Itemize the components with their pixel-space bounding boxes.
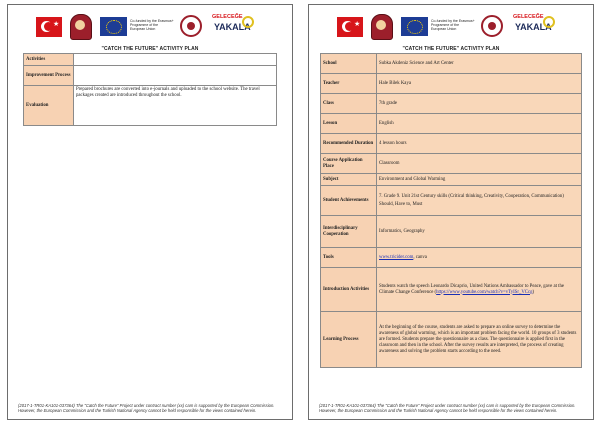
activity-plan-table [23,53,277,126]
intro-value: Students watch the speech Leonardo Dicaprio, United Nations Ambassador to Peace, gave at the Climate Change Conference (https://www.youtube.com/watch?v=vTyISr_VCcg) [377,268,582,312]
table-row [321,216,582,248]
row-label: Evaluation [24,86,74,126]
table-row [321,312,582,368]
agency-seal-icon [180,15,202,37]
place-label: Course Application Place [321,154,377,174]
eu-cofunded-text: Co-funded by the Erasmus+ Programme of the European Union [431,19,475,32]
row-value [74,54,277,66]
class-value: 7th grade [377,94,582,114]
cooperation-value: Informatics, Geography [377,216,582,248]
plan-title: "CATCH THE FUTURE" ACTIVITY PLAN [402,46,500,52]
school-logo-icon [70,14,92,40]
activity-plan-table [320,53,582,368]
school-value: Subka Akdeniz Science and Art Center [377,54,582,74]
footer-disclaimer: (2017-1-TR01-KA101-037364) The "Catch the Future" Project under contract number (xx) cam is supported by the European Commission. However, the European Commission and the Turkish National Agency cannot be held responsible for the views contained herein. [319,402,576,414]
row-value: Prepared brochures are converted into e-journals and uploaded to the school website. The travel packages created are introduced throughout the school. [74,86,277,126]
tools-rest: , canva [413,254,427,260]
row-label: Activities [24,54,74,66]
achievements-value [377,186,582,216]
eu-cofunded-text: Co-funded by the Erasmus+ Programme of the European Union [130,19,174,32]
table-row [321,54,582,74]
project-logo: GELECEĞE YAKALA [513,14,557,40]
achievements-line: Should, Have to, Must [379,201,423,207]
youtube-link[interactable]: https://www.youtube.com/watch?v=vTyISr_VCcg [436,289,533,295]
table-row [321,248,582,268]
table-row [24,86,277,126]
table-row [321,134,582,154]
table-row [24,54,277,66]
table-row [24,66,277,86]
duration-value: 4 lesson hours [377,134,582,154]
intro-text: Students watch the speech Leonardo Dicaprio, United Nations Ambassador to Peace, gave at the Climate Change Conference [379,283,565,295]
eu-flag-icon [401,17,428,36]
turkey-flag-icon: ★ [337,17,363,37]
place-value: Classroom [377,154,582,174]
tricider-link[interactable]: www.tricider.com [379,254,414,260]
turkey-flag-icon: ★ [36,17,62,37]
logo-strip [8,11,292,45]
left-page [7,4,293,420]
learning-value: At the beginning of the course, students are asked to prepare an online survey to determine the awareness of global warming, which is an important problem facing the world. 10 groups of 3 students are formed. Students prepare the questionnaire as a class. The questionnaire is applied first in the classroom and then in the school. After the survey results are interpreted, the process of creating awareness and solving the problem starts according to the need. [377,312,582,368]
teacher-label: Teacher [321,74,377,94]
tools-value [377,248,582,268]
lesson-label: Lesson [321,114,377,134]
eu-flag-icon [100,17,127,36]
right-page [308,4,594,420]
footer-disclaimer: (2017-1-TR01-KA101-037364) The "Catch the Future" Project under contract number (xx) cam is supported by the European Commission. However, the European Commission and the Turkish National Agency cannot be held responsible for the views contained herein. [18,402,275,414]
logo-strip [309,11,593,45]
table-row [321,174,582,186]
row-label: Improvement Process [24,66,74,86]
class-label: Class [321,94,377,114]
school-logo-icon [371,14,393,40]
plan-title: "CATCH THE FUTURE" ACTIVITY PLAN [101,46,199,52]
achievements-label: Student Achievements [321,186,377,216]
table-row [321,114,582,134]
teacher-value: Hale Bilek Kaya [377,74,582,94]
agency-seal-icon [481,15,503,37]
tools-label: Tools [321,248,377,268]
table-row [321,186,582,216]
table-row [321,154,582,174]
table-row [321,94,582,114]
lesson-value: English [377,114,582,134]
intro-label: Introduction Activities [321,268,377,312]
duration-label: Recommended Duration [321,134,377,154]
table-row [321,268,582,312]
cooperation-label: Interdisciplinary Cooperation [321,216,377,248]
subject-label: Subject [321,174,377,186]
project-logo: GELECEĞE YAKALA [212,14,256,40]
table-row [321,74,582,94]
row-value [74,66,277,86]
subject-value: Environment and Global Warming [377,174,582,186]
achievements-line: 7. Grade 9. Unit 21st Century skills (Critical thinking, Creativity, Cooperation, Communication) [379,193,564,199]
learning-label: Learning Process [321,312,377,368]
school-label: School [321,54,377,74]
